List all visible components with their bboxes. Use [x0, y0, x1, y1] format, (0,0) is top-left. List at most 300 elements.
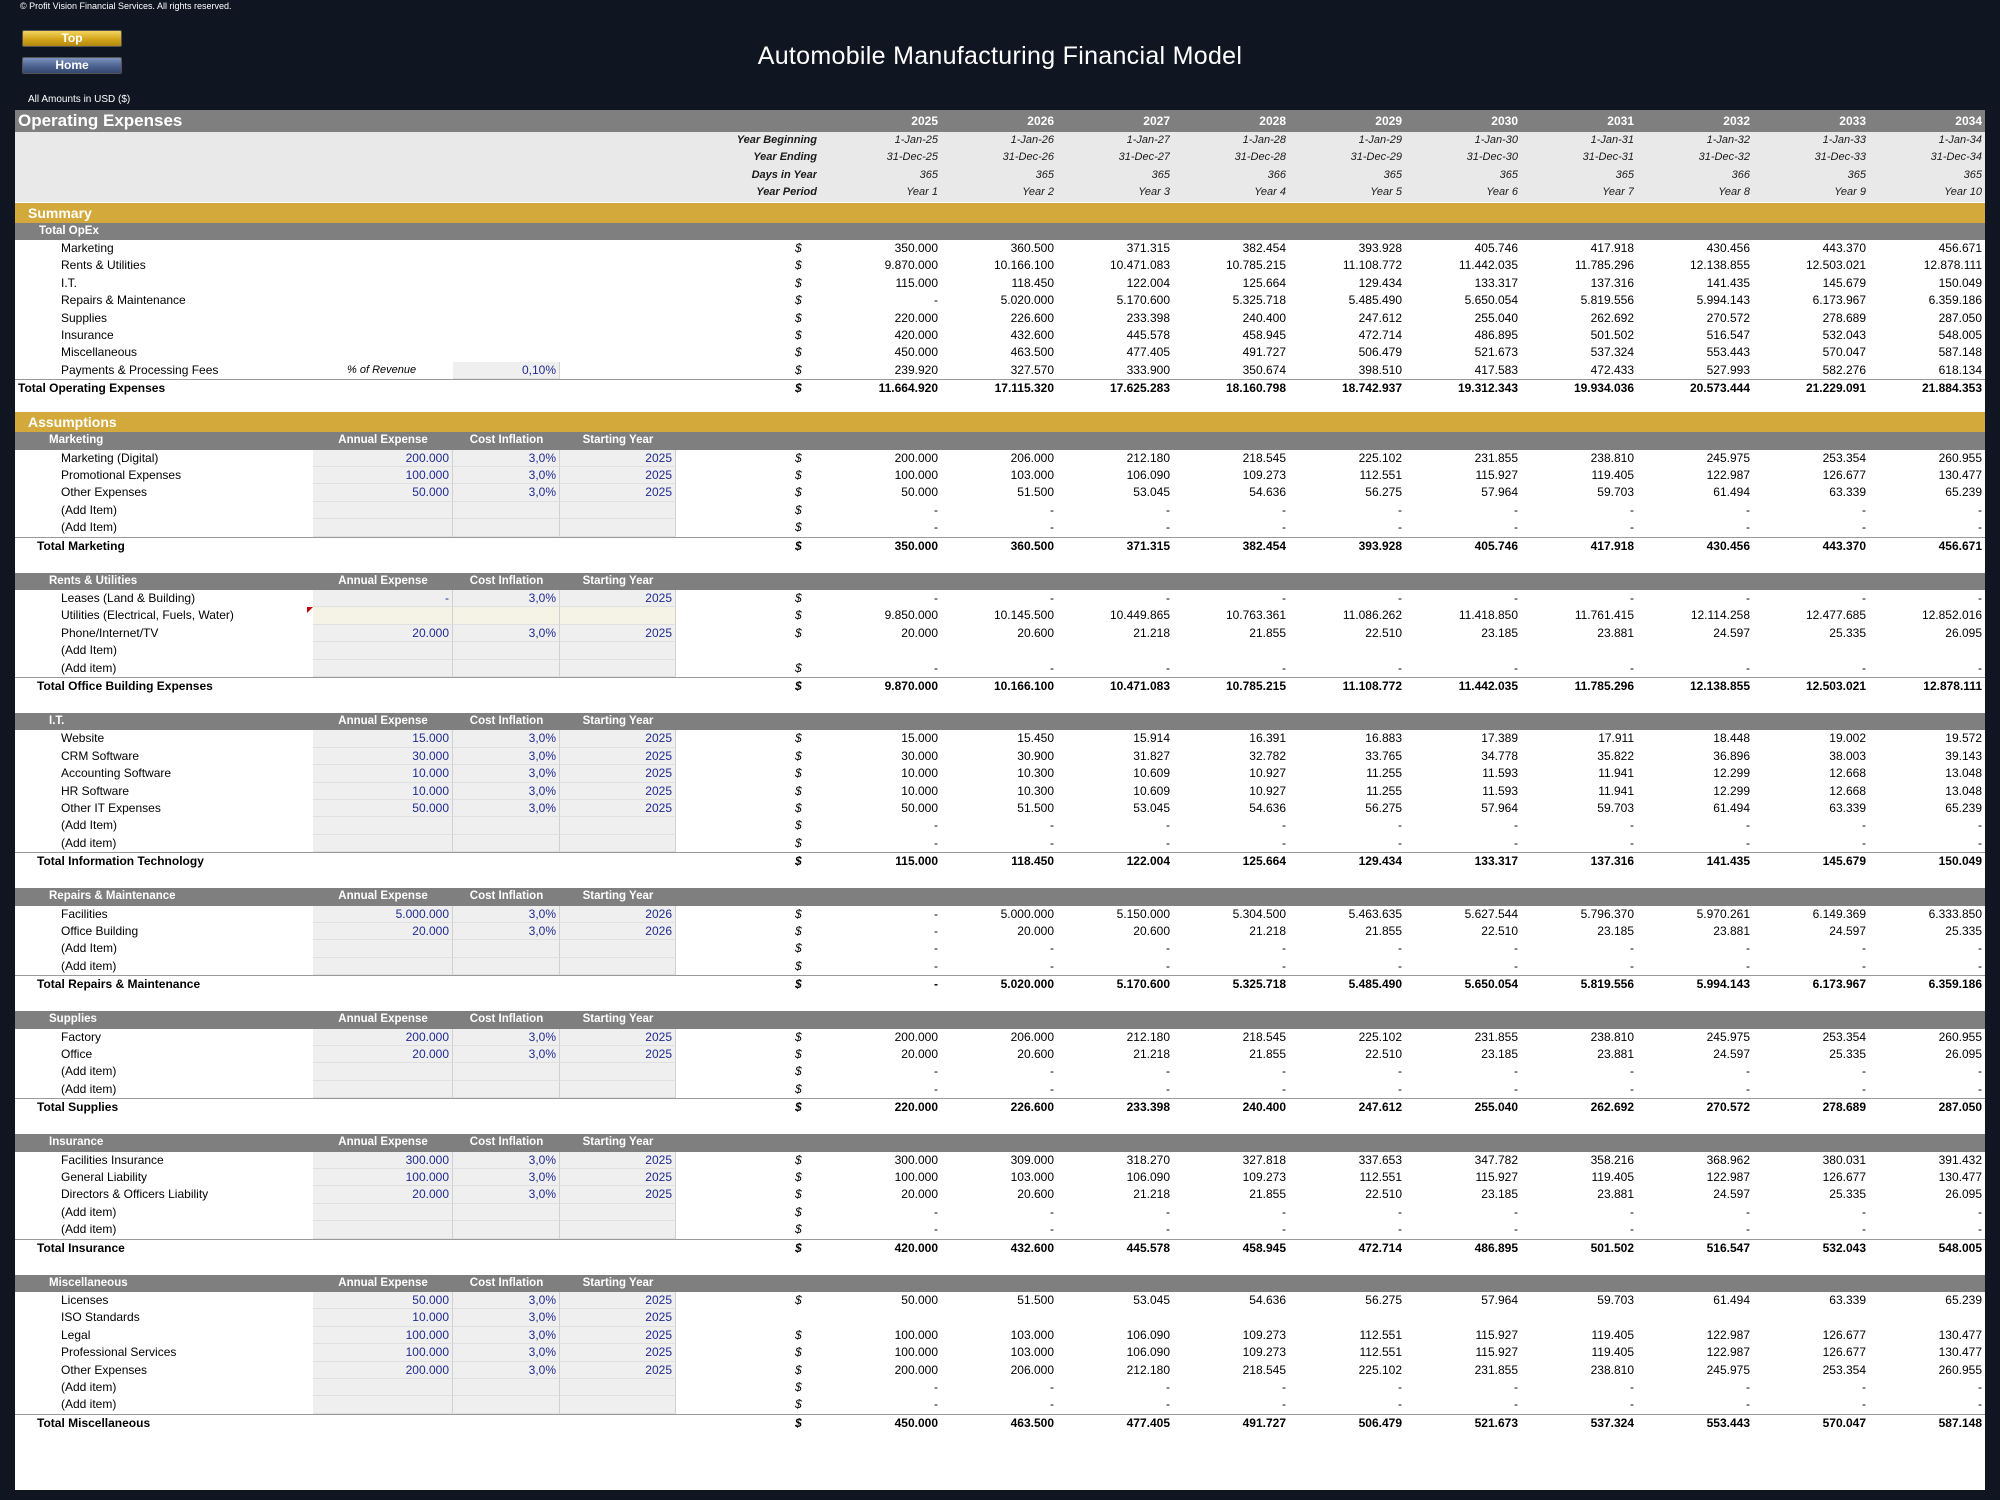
section-total-value-2032: 553.443 [1706, 1415, 1750, 1430]
line-item-row [15, 800, 1985, 817]
meta-value-2025: Year 1 [906, 186, 938, 199]
cost-inflation-input[interactable]: 3,0% [453, 590, 560, 607]
cost-inflation-input[interactable] [453, 1063, 560, 1080]
cost-inflation-input[interactable]: 3,0% [453, 484, 560, 501]
line-item-value-2033: 126.677 [1822, 1170, 1866, 1184]
line-item-value-2030: - [1514, 502, 1518, 517]
annual-expense-input[interactable]: 300.000 [313, 1152, 453, 1169]
annual-expense-input[interactable]: 100.000 [313, 1169, 453, 1186]
meta-value-2028: 366 [1267, 168, 1286, 181]
starting-year-input[interactable] [560, 1396, 676, 1413]
line-item-value-2033: - [1862, 835, 1866, 850]
cost-inflation-input[interactable]: 3,0% [453, 1309, 560, 1326]
section-title: Insurance [49, 1136, 104, 1149]
meta-value-2029: 365 [1383, 168, 1402, 181]
rents-utilities-section-header [15, 573, 1985, 590]
line-item-value-2031: - [1630, 591, 1634, 605]
line-item-value-2029: - [1398, 1380, 1402, 1394]
line-item-value-2031: 238.810 [1590, 450, 1634, 465]
line-item-value-2030 [1408, 642, 1518, 659]
line-item-row [15, 1379, 1985, 1396]
line-item-row [15, 817, 1985, 834]
cost-inflation-input[interactable] [453, 940, 560, 957]
annual-expense-input[interactable] [313, 958, 453, 975]
line-item-value-2029: - [1398, 1064, 1402, 1079]
summary-value-2025: - [934, 293, 938, 308]
cost-inflation-input[interactable] [453, 835, 560, 852]
starting-year-input[interactable] [560, 835, 676, 852]
repairs-maintenance-total-row [15, 975, 1985, 994]
section-total-value-2034: 587.148 [1938, 1415, 1982, 1430]
annual-expense-input[interactable]: 20.000 [313, 1046, 453, 1063]
annual-expense-input[interactable]: 200.000 [313, 1029, 453, 1046]
annual-expense-input[interactable] [313, 607, 453, 624]
annual-expense-input[interactable] [313, 660, 453, 677]
currency-symbol: $ [795, 591, 802, 605]
currency-symbol: $ [795, 310, 802, 325]
line-item-value-2034: - [1978, 1380, 1982, 1394]
cost-inflation-input[interactable]: 3,0% [453, 450, 560, 467]
line-item-value-2027: 20.600 [1133, 924, 1170, 938]
annual-expense-input[interactable]: 50.000 [313, 1292, 453, 1309]
line-item-value-2034: 65.239 [1945, 801, 1982, 815]
summary-value-2028: 10.785.215 [1225, 258, 1286, 273]
line-item-value-2028: 218.545 [1242, 1362, 1286, 1377]
line-item-value-2026: 51.500 [1017, 1293, 1054, 1307]
annual-expense-input[interactable]: 20.000 [313, 625, 453, 642]
starting-year-input[interactable]: 2025 [560, 1046, 676, 1063]
total-opex-2028: 18.160.798 [1225, 381, 1286, 396]
line-item-value-2030: 11.418.850 [1458, 608, 1518, 623]
starting-year-input[interactable]: 2025 [560, 783, 676, 800]
line-item-value-2027: 10.609 [1133, 783, 1170, 798]
starting-year-input[interactable]: 2025 [560, 1152, 676, 1169]
annual-expense-input[interactable]: 10.000 [313, 765, 453, 782]
cost-inflation-input[interactable]: 3,0% [453, 1344, 560, 1361]
annual-expense-input[interactable]: - [313, 590, 453, 607]
currency-symbol: $ [795, 1047, 802, 1061]
line-item-value-2025: - [934, 818, 938, 833]
annual-expense-input[interactable]: 200.000 [313, 450, 453, 467]
section-total-value-2032: 516.547 [1706, 1240, 1750, 1255]
cost-inflation-input[interactable]: 3,0% [453, 1169, 560, 1186]
line-item-value-2026: - [1050, 502, 1054, 517]
line-item-value-2027: 15.914 [1133, 731, 1170, 746]
section-total-value-2027: 445.578 [1126, 1240, 1170, 1255]
line-item-value-2028: - [1282, 835, 1286, 850]
starting-year-input[interactable] [560, 519, 676, 536]
line-item-value-2025: - [934, 958, 938, 973]
starting-year-input[interactable]: 2025 [560, 467, 676, 484]
line-item-value-2026: - [1050, 520, 1054, 535]
meta-value-2025: 31-Dec-25 [886, 151, 938, 164]
annual-expense-input[interactable]: 30.000 [313, 748, 453, 765]
line-item-value-2026: 103.000 [1010, 1327, 1054, 1342]
section-title: Rents & Utilities [49, 574, 138, 587]
cost-inflation-input[interactable] [453, 502, 560, 519]
meta-label: Year Ending [753, 151, 817, 164]
summary-value-2027: 477.405 [1126, 345, 1170, 360]
summary-value-2034: 456.671 [1938, 241, 1982, 255]
total-opex-2025: 11.664.920 [878, 381, 938, 396]
line-item-value-2034: - [1978, 1081, 1982, 1096]
line-item-value-2034: 130.477 [1938, 1170, 1982, 1184]
annual-expense-input[interactable]: 10.000 [313, 783, 453, 800]
cost-inflation-input[interactable]: 3,0% [453, 1362, 560, 1379]
cost-inflation-input[interactable]: 3,0% [453, 765, 560, 782]
line-item-value-2031: - [1630, 958, 1634, 973]
line-item-value-2034: 25.335 [1945, 924, 1982, 938]
line-item-value-2033: - [1862, 1064, 1866, 1079]
starting-year-input[interactable] [560, 607, 676, 624]
section-total-value-2025: 450.000 [894, 1415, 938, 1430]
starting-year-input[interactable]: 2025 [560, 1327, 676, 1344]
annual-expense-input[interactable] [313, 1221, 453, 1238]
section-total-value-2025: - [934, 977, 938, 992]
summary-value-2025: 450.000 [894, 345, 938, 360]
line-item-value-2028: - [1282, 502, 1286, 517]
currency-symbol: $ [795, 783, 802, 798]
summary-value-2032: 430.456 [1706, 241, 1750, 255]
summary-row-label: Rents & Utilities [61, 258, 146, 273]
line-item-value-2030: - [1514, 1081, 1518, 1096]
starting-year-input[interactable]: 2025 [560, 1344, 676, 1361]
section-total-value-2030: 11.442.035 [1458, 679, 1518, 693]
cost-inflation-input[interactable]: 3,0% [453, 783, 560, 800]
line-item-value-2025: 10.000 [901, 783, 938, 798]
starting-year-input[interactable] [560, 1063, 676, 1080]
line-item-value-2029: 21.855 [1365, 924, 1402, 938]
starting-year-input[interactable]: 2026 [560, 906, 676, 923]
copyright-notice: © Profit Vision Financial Services. All rights reserved. [20, 1, 232, 11]
line-item-value-2034: 260.955 [1938, 450, 1982, 465]
summary-value-2033: 6.173.967 [1812, 293, 1866, 308]
line-item-label: CRM Software [61, 748, 140, 763]
line-item-value-2033: 253.354 [1822, 1029, 1866, 1044]
annual-expense-input[interactable] [313, 1063, 453, 1080]
summary-value-2027: 445.578 [1126, 328, 1170, 342]
annual-expense-input[interactable]: 5.000.000 [313, 906, 453, 923]
starting-year-input[interactable] [560, 1081, 676, 1098]
starting-year-input[interactable]: 2026 [560, 923, 676, 940]
line-item-label: (Add item) [61, 835, 117, 850]
section-total-value-2027: 122.004 [1126, 854, 1170, 869]
line-item-value-2032: 61.494 [1713, 485, 1750, 500]
starting-year-input[interactable]: 2025 [560, 1309, 676, 1326]
cost-inflation-input[interactable] [453, 1081, 560, 1098]
cost-inflation-input[interactable]: 3,0% [453, 1029, 560, 1046]
year-header-2032: 2032 [1723, 114, 1750, 128]
line-item-value-2028: 16.391 [1249, 731, 1286, 746]
annual-expense-input[interactable] [313, 1396, 453, 1413]
section-total-label: Total Information Technology [37, 854, 204, 869]
section-total-value-2030: 521.673 [1474, 1415, 1518, 1430]
annual-expense-input[interactable]: 15.000 [313, 730, 453, 747]
total-opex-2026: 17.115.320 [994, 381, 1054, 396]
annual-expense-input[interactable]: 100.000 [313, 1344, 453, 1361]
annual-expense-input[interactable]: 100.000 [313, 467, 453, 484]
currency-symbol: $ [795, 1204, 802, 1219]
section-title: Repairs & Maintenance [49, 890, 176, 903]
cost-inflation-input[interactable] [453, 817, 560, 834]
line-item-value-2029: - [1398, 1204, 1402, 1219]
currency-symbol: $ [795, 1327, 802, 1342]
section-total-value-2025: 220.000 [894, 1100, 938, 1115]
currency-symbol: $ [795, 1362, 802, 1377]
summary-value-2032: 12.138.855 [1689, 258, 1750, 273]
year-header-2028: 2028 [1259, 114, 1286, 128]
summary-value-2034: 6.359.186 [1928, 293, 1982, 308]
starting-year-input[interactable]: 2025 [560, 748, 676, 765]
meta-value-2031: Year 7 [1602, 186, 1634, 199]
annual-expense-input[interactable] [313, 1081, 453, 1098]
meta-value-2034: 365 [1963, 168, 1982, 181]
summary-value-2033: 570.047 [1822, 345, 1866, 360]
line-item-value-2031: - [1630, 1204, 1634, 1219]
cost-inflation-input[interactable]: 3,0% [453, 1046, 560, 1063]
cost-inflation-input[interactable]: 3,0% [453, 923, 560, 940]
line-item-value-2025: - [934, 1222, 938, 1237]
meta-value-2032: 1-Jan-32 [1706, 134, 1750, 146]
line-item-value-2028: 218.545 [1242, 1029, 1286, 1044]
starting-year-input[interactable] [560, 958, 676, 975]
line-item-value-2033: 38.003 [1829, 748, 1866, 763]
annual-expense-input[interactable] [313, 1204, 453, 1221]
summary-value-2033: 12.503.021 [1805, 258, 1866, 273]
cost-inflation-input[interactable]: 3,0% [453, 1186, 560, 1203]
annual-expense-input[interactable] [313, 519, 453, 536]
line-item-value-2029: - [1398, 660, 1402, 675]
starting-year-input[interactable]: 2025 [560, 1362, 676, 1379]
line-item-value-2032: - [1746, 660, 1750, 675]
cost-inflation-input[interactable] [453, 660, 560, 677]
line-item-value-2025: 50.000 [901, 485, 938, 500]
starting-year-input[interactable] [560, 1204, 676, 1221]
section-total-label: Total Insurance [37, 1240, 125, 1255]
total-opex-2033: 21.229.091 [1805, 381, 1866, 396]
line-item-row [15, 1081, 1985, 1098]
line-item-value-2032: - [1746, 958, 1750, 973]
section-total-value-2030: 405.746 [1474, 538, 1518, 553]
line-item-value-2029: 56.275 [1365, 801, 1402, 815]
meta-value-2034: Year 10 [1944, 186, 1982, 199]
currency-symbol: $ [795, 1293, 802, 1307]
section-total-value-2025: 350.000 [894, 538, 938, 553]
line-item-label: (Add item) [61, 958, 117, 973]
section-total-value-2030: 255.040 [1474, 1100, 1518, 1115]
annual-expense-input[interactable] [313, 1379, 453, 1396]
starting-year-input[interactable] [560, 660, 676, 677]
starting-year-input[interactable]: 2025 [560, 765, 676, 782]
line-item-label: Website [61, 731, 105, 746]
section-title: Miscellaneous [49, 1276, 128, 1289]
line-item-value-2033: 253.354 [1822, 450, 1866, 465]
summary-value-2026: 5.020.000 [1000, 293, 1054, 308]
summary-heading [15, 203, 1985, 223]
line-item-value-2031: 238.810 [1590, 1362, 1634, 1377]
line-item-value-2033: 12.668 [1829, 783, 1866, 798]
section-total-value-2030: 486.895 [1474, 1240, 1518, 1255]
line-item-row [15, 625, 1985, 642]
line-item-value-2029: - [1398, 520, 1402, 535]
cost-inflation-input[interactable]: 3,0% [453, 467, 560, 484]
annual-expense-input[interactable] [313, 502, 453, 519]
line-item-value-2027: - [1166, 818, 1170, 833]
section-title: I.T. [49, 715, 65, 727]
starting-year-input[interactable] [560, 1221, 676, 1238]
cost-inflation-input[interactable]: 3,0% [453, 1327, 560, 1344]
cost-inflation-input[interactable]: 3,0% [453, 1152, 560, 1169]
section-total-label: Total Marketing [37, 538, 125, 553]
line-item-value-2032: 61.494 [1713, 1293, 1750, 1307]
line-item-value-2027: - [1166, 1081, 1170, 1096]
annual-expense-input[interactable]: 20.000 [313, 923, 453, 940]
starting-year-header: Starting Year [582, 890, 654, 903]
annual-expense-input[interactable]: 20.000 [313, 1186, 453, 1203]
year-header-2026: 2026 [1027, 114, 1054, 128]
starting-year-input[interactable] [560, 1379, 676, 1396]
starting-year-input[interactable]: 2025 [560, 1169, 676, 1186]
starting-year-input[interactable]: 2025 [560, 590, 676, 607]
line-item-row [15, 1292, 1985, 1309]
summary-value-2034: 150.049 [1938, 275, 1982, 290]
section-total-value-2031: 501.502 [1590, 1240, 1634, 1255]
annual-expense-input[interactable]: 50.000 [313, 484, 453, 501]
home-button[interactable]: Home [22, 57, 122, 74]
meta-value-2032: 366 [1731, 168, 1750, 181]
processing-fee-rate-input[interactable]: 0,10% [453, 362, 560, 379]
line-item-value-2030: - [1514, 1064, 1518, 1079]
line-item-value-2028: 32.782 [1249, 748, 1286, 763]
summary-row [15, 292, 1985, 309]
line-item-value-2030: - [1514, 941, 1518, 956]
cost-inflation-input[interactable] [453, 642, 560, 659]
cost-inflation-input[interactable]: 3,0% [453, 625, 560, 642]
section-title: Supplies [49, 1013, 97, 1026]
line-item-value-2026: 51.500 [1017, 485, 1054, 500]
cost-inflation-input[interactable] [453, 519, 560, 536]
starting-year-input[interactable]: 2025 [560, 730, 676, 747]
line-item-value-2031: 59.703 [1597, 1293, 1634, 1307]
currency-symbol: $ [795, 1100, 802, 1115]
line-item-value-2032: - [1746, 591, 1750, 605]
cost-inflation-input[interactable] [453, 1204, 560, 1221]
currency-symbol: $ [795, 258, 802, 273]
summary-row [15, 257, 1985, 274]
cost-inflation-input[interactable]: 3,0% [453, 906, 560, 923]
summary-value-2026: 226.600 [1010, 310, 1054, 325]
cost-inflation-input[interactable]: 3,0% [453, 1292, 560, 1309]
line-item-value-2029: - [1398, 958, 1402, 973]
annual-expense-header: Annual Expense [338, 1136, 428, 1149]
starting-year-input[interactable] [560, 502, 676, 519]
top-button[interactable]: Top [22, 30, 122, 47]
line-item-value-2030: 23.185 [1481, 625, 1518, 640]
line-item-label: (Add Item) [61, 520, 118, 535]
starting-year-input[interactable]: 2025 [560, 1292, 676, 1309]
currency-symbol: $ [795, 1222, 802, 1237]
line-item-value-2034: 26.095 [1945, 1047, 1982, 1061]
cost-inflation-input[interactable]: 3,0% [453, 748, 560, 765]
line-item-value-2034: - [1978, 660, 1982, 675]
starting-year-input[interactable]: 2025 [560, 800, 676, 817]
meta-label: Days in Year [751, 168, 817, 181]
annual-expense-input[interactable] [313, 835, 453, 852]
line-item-value-2025: 20.000 [901, 1047, 938, 1061]
section-total-label: Total Office Building Expenses [37, 679, 213, 693]
line-item-value-2033: - [1862, 502, 1866, 517]
line-item-value-2034: 130.477 [1938, 1345, 1982, 1360]
starting-year-input[interactable]: 2025 [560, 1029, 676, 1046]
line-item-value-2025: 20.000 [901, 625, 938, 640]
annual-expense-input[interactable]: 200.000 [313, 1362, 453, 1379]
line-item-value-2032: 368.962 [1706, 1152, 1750, 1167]
line-item-value-2032: - [1746, 818, 1750, 833]
starting-year-input[interactable]: 2025 [560, 450, 676, 467]
section-total-value-2033: 532.043 [1822, 1240, 1866, 1255]
line-item-value-2029: 11.255 [1366, 783, 1402, 798]
line-item-value-2027: - [1166, 1204, 1170, 1219]
line-item-value-2030: 23.185 [1481, 1187, 1518, 1202]
line-item-value-2034: 6.333.850 [1928, 906, 1982, 921]
line-item-value-2025: - [934, 924, 938, 938]
annual-expense-input[interactable] [313, 642, 453, 659]
annual-expense-input[interactable] [313, 940, 453, 957]
section-total-value-2026: 5.020.000 [1000, 977, 1054, 992]
line-item-label: Utilities (Electrical, Fuels, Water) [61, 608, 234, 623]
annual-expense-input[interactable] [313, 817, 453, 834]
annual-expense-input[interactable]: 100.000 [313, 1327, 453, 1344]
line-item-value-2033: 24.597 [1829, 924, 1866, 938]
cost-inflation-input[interactable] [453, 607, 560, 624]
cost-inflation-input[interactable] [453, 1396, 560, 1413]
starting-year-input[interactable]: 2025 [560, 484, 676, 501]
cost-inflation-input[interactable] [453, 1379, 560, 1396]
line-item-value-2031: 23.881 [1597, 1047, 1634, 1061]
line-item-value-2033: - [1862, 818, 1866, 833]
cost-inflation-input[interactable] [453, 1221, 560, 1238]
line-item-value-2030: - [1514, 1222, 1518, 1237]
annual-expense-input[interactable]: 10.000 [313, 1309, 453, 1326]
line-item-value-2026: - [1050, 1204, 1054, 1219]
cost-inflation-input[interactable]: 3,0% [453, 730, 560, 747]
annual-expense-input[interactable]: 50.000 [313, 800, 453, 817]
line-item-value-2031: - [1630, 1081, 1634, 1096]
starting-year-input[interactable] [560, 817, 676, 834]
summary-value-2032: 553.443 [1706, 345, 1750, 360]
line-item-value-2032: 245.975 [1706, 1029, 1750, 1044]
summary-row-label: Supplies [61, 310, 108, 325]
line-item-value-2027 [1060, 642, 1170, 659]
section-total-value-2031: 5.819.556 [1580, 977, 1634, 992]
starting-year-input[interactable] [560, 642, 676, 659]
line-item-value-2034: 39.143 [1945, 748, 1982, 763]
section-total-value-2033: 145.679 [1822, 854, 1866, 869]
cost-inflation-input[interactable] [453, 958, 560, 975]
starting-year-input[interactable]: 2025 [560, 1186, 676, 1203]
cost-inflation-input[interactable]: 3,0% [453, 800, 560, 817]
summary-value-2027: 371.315 [1126, 241, 1170, 255]
currency-symbol: $ [795, 381, 802, 396]
section-total-value-2030: 133.317 [1474, 854, 1518, 869]
starting-year-input[interactable] [560, 940, 676, 957]
starting-year-input[interactable]: 2025 [560, 625, 676, 642]
currency-symbol: $ [795, 835, 802, 850]
summary-value-2030: 521.673 [1474, 345, 1518, 360]
section-total-value-2026: 118.450 [1011, 854, 1054, 869]
line-item-value-2028: - [1282, 1081, 1286, 1096]
line-item-value-2029: - [1398, 818, 1402, 833]
